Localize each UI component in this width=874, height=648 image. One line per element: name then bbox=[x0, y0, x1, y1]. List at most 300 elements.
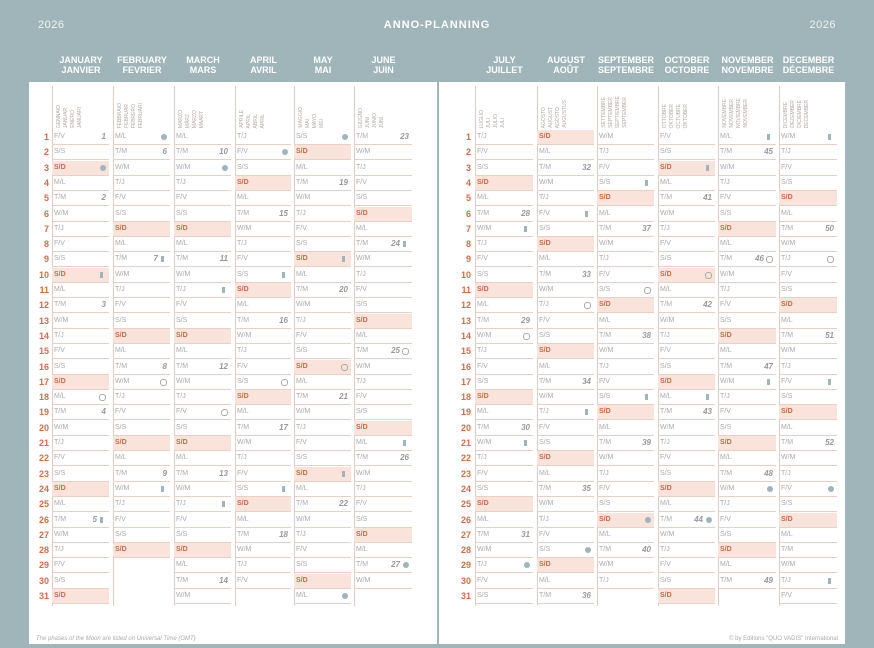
day-cell[interactable] bbox=[475, 390, 533, 405]
day-cell[interactable] bbox=[235, 436, 291, 451]
day-cell[interactable] bbox=[113, 130, 170, 145]
day-cell[interactable] bbox=[113, 191, 170, 206]
day-cell[interactable] bbox=[174, 344, 231, 359]
day-cell[interactable] bbox=[658, 421, 715, 436]
day-cell[interactable] bbox=[354, 329, 412, 344]
day-cell[interactable] bbox=[597, 298, 654, 313]
day-cell[interactable] bbox=[235, 360, 291, 375]
day-cell[interactable] bbox=[294, 360, 351, 375]
day-cell[interactable] bbox=[354, 283, 412, 298]
day-cell[interactable] bbox=[113, 207, 170, 222]
day-cell[interactable] bbox=[235, 283, 291, 298]
day-cell[interactable] bbox=[52, 283, 109, 298]
day-cell[interactable] bbox=[597, 145, 654, 160]
day-cell[interactable] bbox=[475, 268, 533, 283]
day-cell[interactable] bbox=[475, 467, 533, 482]
day-cell[interactable] bbox=[113, 314, 170, 329]
day-cell[interactable] bbox=[718, 421, 776, 436]
day-cell[interactable] bbox=[475, 191, 533, 206]
day-cell[interactable] bbox=[235, 344, 291, 359]
day-cell[interactable] bbox=[235, 390, 291, 405]
day-cell[interactable] bbox=[658, 145, 715, 160]
day-cell[interactable] bbox=[174, 191, 231, 206]
day-cell[interactable] bbox=[354, 543, 412, 558]
day-cell[interactable] bbox=[113, 298, 170, 313]
day-cell[interactable] bbox=[537, 145, 594, 160]
day-cell[interactable] bbox=[235, 497, 291, 512]
day-cell[interactable] bbox=[235, 222, 291, 237]
day-cell[interactable] bbox=[779, 130, 837, 145]
day-cell[interactable] bbox=[718, 314, 776, 329]
day-cell[interactable] bbox=[174, 405, 231, 420]
day-cell[interactable] bbox=[658, 329, 715, 344]
day-cell[interactable] bbox=[658, 314, 715, 329]
day-cell[interactable] bbox=[597, 283, 654, 298]
day-cell[interactable] bbox=[52, 558, 109, 573]
day-cell[interactable] bbox=[658, 558, 715, 573]
day-cell[interactable] bbox=[354, 314, 412, 329]
day-cell[interactable] bbox=[294, 574, 351, 589]
day-cell[interactable] bbox=[174, 513, 231, 528]
day-cell[interactable] bbox=[475, 314, 533, 329]
day-cell[interactable] bbox=[779, 390, 837, 405]
day-cell[interactable] bbox=[354, 191, 412, 206]
day-cell[interactable] bbox=[597, 161, 654, 176]
day-cell[interactable] bbox=[113, 222, 170, 237]
day-cell[interactable] bbox=[779, 145, 837, 160]
day-cell[interactable] bbox=[294, 161, 351, 176]
day-cell[interactable] bbox=[658, 130, 715, 145]
day-cell[interactable] bbox=[174, 467, 231, 482]
day-cell[interactable] bbox=[294, 482, 351, 497]
day-cell[interactable] bbox=[52, 497, 109, 512]
day-cell[interactable] bbox=[113, 405, 170, 420]
day-cell[interactable] bbox=[354, 298, 412, 313]
day-cell[interactable] bbox=[354, 451, 412, 466]
day-cell[interactable] bbox=[475, 405, 533, 420]
day-cell[interactable] bbox=[235, 329, 291, 344]
day-cell[interactable] bbox=[537, 314, 594, 329]
day-cell[interactable] bbox=[779, 375, 837, 390]
day-cell[interactable] bbox=[779, 176, 837, 191]
day-cell[interactable] bbox=[718, 405, 776, 420]
day-cell[interactable] bbox=[52, 436, 109, 451]
day-cell[interactable] bbox=[658, 191, 715, 206]
day-cell[interactable] bbox=[52, 482, 109, 497]
day-cell[interactable] bbox=[235, 161, 291, 176]
day-cell[interactable] bbox=[174, 528, 231, 543]
day-cell[interactable] bbox=[174, 145, 231, 160]
day-cell[interactable] bbox=[718, 298, 776, 313]
day-cell[interactable] bbox=[658, 344, 715, 359]
day-cell[interactable] bbox=[235, 543, 291, 558]
day-cell[interactable] bbox=[779, 421, 837, 436]
day-cell[interactable] bbox=[537, 405, 594, 420]
day-cell[interactable] bbox=[113, 390, 170, 405]
day-cell[interactable] bbox=[113, 482, 170, 497]
day-cell[interactable] bbox=[779, 222, 837, 237]
day-cell[interactable] bbox=[475, 298, 533, 313]
day-cell[interactable] bbox=[113, 237, 170, 252]
day-cell[interactable] bbox=[779, 191, 837, 206]
day-cell[interactable] bbox=[294, 528, 351, 543]
day-cell[interactable] bbox=[779, 237, 837, 252]
day-cell[interactable] bbox=[658, 237, 715, 252]
day-cell[interactable] bbox=[597, 176, 654, 191]
day-cell[interactable] bbox=[52, 421, 109, 436]
day-cell[interactable] bbox=[597, 344, 654, 359]
day-cell[interactable] bbox=[537, 237, 594, 252]
day-cell[interactable] bbox=[174, 497, 231, 512]
day-cell[interactable] bbox=[537, 589, 594, 604]
day-cell[interactable] bbox=[658, 528, 715, 543]
day-cell[interactable] bbox=[475, 528, 533, 543]
day-cell[interactable] bbox=[174, 543, 231, 558]
day-cell[interactable] bbox=[779, 482, 837, 497]
day-cell[interactable] bbox=[354, 558, 412, 573]
day-cell[interactable] bbox=[113, 528, 170, 543]
day-cell[interactable] bbox=[597, 314, 654, 329]
day-cell[interactable] bbox=[475, 482, 533, 497]
day-cell[interactable] bbox=[718, 543, 776, 558]
day-cell[interactable] bbox=[537, 497, 594, 512]
day-cell[interactable] bbox=[294, 329, 351, 344]
day-cell[interactable] bbox=[537, 543, 594, 558]
day-cell[interactable] bbox=[718, 191, 776, 206]
day-cell[interactable] bbox=[235, 207, 291, 222]
day-cell[interactable] bbox=[235, 405, 291, 420]
day-cell[interactable] bbox=[174, 574, 231, 589]
day-cell[interactable] bbox=[52, 237, 109, 252]
day-cell[interactable] bbox=[52, 390, 109, 405]
day-cell[interactable] bbox=[294, 513, 351, 528]
day-cell[interactable] bbox=[475, 207, 533, 222]
day-cell[interactable] bbox=[475, 222, 533, 237]
day-cell[interactable] bbox=[779, 329, 837, 344]
day-cell[interactable] bbox=[52, 252, 109, 267]
day-cell[interactable] bbox=[354, 222, 412, 237]
day-cell[interactable] bbox=[475, 436, 533, 451]
day-cell[interactable] bbox=[779, 436, 837, 451]
day-cell[interactable] bbox=[658, 497, 715, 512]
day-cell[interactable] bbox=[779, 543, 837, 558]
day-cell[interactable] bbox=[235, 574, 291, 589]
day-cell[interactable] bbox=[779, 513, 837, 528]
day-cell[interactable] bbox=[537, 283, 594, 298]
day-cell[interactable] bbox=[52, 314, 109, 329]
day-cell[interactable] bbox=[597, 513, 654, 528]
day-cell[interactable] bbox=[779, 574, 837, 589]
day-cell[interactable] bbox=[235, 314, 291, 329]
day-cell[interactable] bbox=[52, 360, 109, 375]
day-cell[interactable] bbox=[475, 360, 533, 375]
day-cell[interactable] bbox=[597, 130, 654, 145]
day-cell[interactable] bbox=[597, 375, 654, 390]
day-cell[interactable] bbox=[537, 360, 594, 375]
day-cell[interactable] bbox=[294, 497, 351, 512]
day-cell[interactable] bbox=[354, 436, 412, 451]
day-cell[interactable] bbox=[113, 360, 170, 375]
day-cell[interactable] bbox=[779, 161, 837, 176]
day-cell[interactable] bbox=[537, 252, 594, 267]
day-cell[interactable] bbox=[113, 497, 170, 512]
day-cell[interactable] bbox=[597, 237, 654, 252]
day-cell[interactable] bbox=[779, 405, 837, 420]
day-cell[interactable] bbox=[294, 237, 351, 252]
day-cell[interactable] bbox=[235, 145, 291, 160]
day-cell[interactable] bbox=[779, 558, 837, 573]
day-cell[interactable] bbox=[354, 145, 412, 160]
day-cell[interactable] bbox=[537, 482, 594, 497]
day-cell[interactable] bbox=[235, 467, 291, 482]
day-cell[interactable] bbox=[718, 252, 776, 267]
day-cell[interactable] bbox=[779, 314, 837, 329]
day-cell[interactable] bbox=[779, 497, 837, 512]
day-cell[interactable] bbox=[718, 390, 776, 405]
day-cell[interactable] bbox=[294, 268, 351, 283]
day-cell[interactable] bbox=[597, 191, 654, 206]
day-cell[interactable] bbox=[354, 161, 412, 176]
day-cell[interactable] bbox=[658, 543, 715, 558]
day-cell[interactable] bbox=[718, 558, 776, 573]
day-cell[interactable] bbox=[475, 451, 533, 466]
day-cell[interactable] bbox=[475, 574, 533, 589]
day-cell[interactable] bbox=[718, 130, 776, 145]
day-cell[interactable] bbox=[52, 329, 109, 344]
day-cell[interactable] bbox=[174, 252, 231, 267]
day-cell[interactable] bbox=[174, 237, 231, 252]
day-cell[interactable] bbox=[537, 513, 594, 528]
day-cell[interactable] bbox=[174, 589, 231, 604]
day-cell[interactable] bbox=[779, 451, 837, 466]
day-cell[interactable] bbox=[174, 421, 231, 436]
day-cell[interactable] bbox=[658, 574, 715, 589]
day-cell[interactable] bbox=[597, 390, 654, 405]
day-cell[interactable] bbox=[235, 513, 291, 528]
day-cell[interactable] bbox=[475, 237, 533, 252]
day-cell[interactable] bbox=[475, 589, 533, 604]
day-cell[interactable] bbox=[475, 497, 533, 512]
day-cell[interactable] bbox=[294, 314, 351, 329]
day-cell[interactable] bbox=[537, 436, 594, 451]
day-cell[interactable] bbox=[718, 497, 776, 512]
day-cell[interactable] bbox=[475, 513, 533, 528]
day-cell[interactable] bbox=[658, 436, 715, 451]
day-cell[interactable] bbox=[294, 252, 351, 267]
day-cell[interactable] bbox=[475, 283, 533, 298]
day-cell[interactable] bbox=[779, 589, 837, 604]
day-cell[interactable] bbox=[718, 207, 776, 222]
day-cell[interactable] bbox=[354, 130, 412, 145]
day-cell[interactable] bbox=[537, 329, 594, 344]
day-cell[interactable] bbox=[475, 161, 533, 176]
day-cell[interactable] bbox=[235, 375, 291, 390]
day-cell[interactable] bbox=[718, 237, 776, 252]
day-cell[interactable] bbox=[475, 176, 533, 191]
day-cell[interactable] bbox=[658, 482, 715, 497]
day-cell[interactable] bbox=[537, 390, 594, 405]
day-cell[interactable] bbox=[113, 268, 170, 283]
day-cell[interactable] bbox=[235, 421, 291, 436]
day-cell[interactable] bbox=[475, 421, 533, 436]
day-cell[interactable] bbox=[52, 145, 109, 160]
day-cell[interactable] bbox=[658, 298, 715, 313]
day-cell[interactable] bbox=[52, 268, 109, 283]
day-cell[interactable] bbox=[174, 390, 231, 405]
day-cell[interactable] bbox=[597, 421, 654, 436]
day-cell[interactable] bbox=[475, 130, 533, 145]
day-cell[interactable] bbox=[354, 574, 412, 589]
day-cell[interactable] bbox=[174, 558, 231, 573]
day-cell[interactable] bbox=[52, 130, 109, 145]
day-cell[interactable] bbox=[658, 390, 715, 405]
day-cell[interactable] bbox=[113, 467, 170, 482]
day-cell[interactable] bbox=[174, 482, 231, 497]
day-cell[interactable] bbox=[354, 528, 412, 543]
day-cell[interactable] bbox=[718, 482, 776, 497]
day-cell[interactable] bbox=[718, 360, 776, 375]
day-cell[interactable] bbox=[113, 329, 170, 344]
day-cell[interactable] bbox=[52, 344, 109, 359]
day-cell[interactable] bbox=[174, 436, 231, 451]
day-cell[interactable] bbox=[658, 207, 715, 222]
day-cell[interactable] bbox=[354, 467, 412, 482]
day-cell[interactable] bbox=[779, 268, 837, 283]
day-cell[interactable] bbox=[174, 268, 231, 283]
day-cell[interactable] bbox=[475, 252, 533, 267]
day-cell[interactable] bbox=[294, 436, 351, 451]
day-cell[interactable] bbox=[113, 543, 170, 558]
day-cell[interactable] bbox=[718, 145, 776, 160]
day-cell[interactable] bbox=[718, 436, 776, 451]
day-cell[interactable] bbox=[113, 283, 170, 298]
day-cell[interactable] bbox=[52, 543, 109, 558]
day-cell[interactable] bbox=[354, 237, 412, 252]
day-cell[interactable] bbox=[658, 252, 715, 267]
day-cell[interactable] bbox=[718, 161, 776, 176]
day-cell[interactable] bbox=[52, 161, 109, 176]
day-cell[interactable] bbox=[113, 451, 170, 466]
day-cell[interactable] bbox=[597, 360, 654, 375]
day-cell[interactable] bbox=[294, 191, 351, 206]
day-cell[interactable] bbox=[52, 405, 109, 420]
day-cell[interactable] bbox=[597, 207, 654, 222]
day-cell[interactable] bbox=[113, 421, 170, 436]
day-cell[interactable] bbox=[113, 161, 170, 176]
day-cell[interactable] bbox=[537, 176, 594, 191]
day-cell[interactable] bbox=[235, 558, 291, 573]
day-cell[interactable] bbox=[537, 375, 594, 390]
day-cell[interactable] bbox=[294, 405, 351, 420]
day-cell[interactable] bbox=[354, 207, 412, 222]
day-cell[interactable] bbox=[475, 543, 533, 558]
day-cell[interactable] bbox=[718, 268, 776, 283]
day-cell[interactable] bbox=[718, 375, 776, 390]
day-cell[interactable] bbox=[658, 360, 715, 375]
day-cell[interactable] bbox=[113, 344, 170, 359]
day-cell[interactable] bbox=[113, 513, 170, 528]
day-cell[interactable] bbox=[718, 176, 776, 191]
day-cell[interactable] bbox=[597, 329, 654, 344]
day-cell[interactable] bbox=[354, 421, 412, 436]
day-cell[interactable] bbox=[779, 528, 837, 543]
day-cell[interactable] bbox=[779, 207, 837, 222]
day-cell[interactable] bbox=[658, 589, 715, 604]
day-cell[interactable] bbox=[718, 283, 776, 298]
day-cell[interactable] bbox=[537, 191, 594, 206]
day-cell[interactable] bbox=[235, 176, 291, 191]
day-cell[interactable] bbox=[537, 222, 594, 237]
day-cell[interactable] bbox=[174, 298, 231, 313]
day-cell[interactable] bbox=[658, 222, 715, 237]
day-cell[interactable] bbox=[537, 130, 594, 145]
day-cell[interactable] bbox=[718, 329, 776, 344]
day-cell[interactable] bbox=[537, 558, 594, 573]
day-cell[interactable] bbox=[294, 589, 351, 604]
day-cell[interactable] bbox=[235, 130, 291, 145]
day-cell[interactable] bbox=[718, 513, 776, 528]
day-cell[interactable] bbox=[597, 528, 654, 543]
day-cell[interactable] bbox=[174, 451, 231, 466]
day-cell[interactable] bbox=[718, 528, 776, 543]
day-cell[interactable] bbox=[294, 390, 351, 405]
day-cell[interactable] bbox=[354, 497, 412, 512]
day-cell[interactable] bbox=[779, 283, 837, 298]
day-cell[interactable] bbox=[475, 558, 533, 573]
day-cell[interactable] bbox=[174, 207, 231, 222]
day-cell[interactable] bbox=[597, 482, 654, 497]
day-cell[interactable] bbox=[294, 543, 351, 558]
day-cell[interactable] bbox=[235, 482, 291, 497]
day-cell[interactable] bbox=[658, 451, 715, 466]
day-cell[interactable] bbox=[658, 375, 715, 390]
day-cell[interactable] bbox=[294, 451, 351, 466]
day-cell[interactable] bbox=[235, 268, 291, 283]
day-cell[interactable] bbox=[113, 436, 170, 451]
day-cell[interactable] bbox=[294, 421, 351, 436]
day-cell[interactable] bbox=[294, 176, 351, 191]
day-cell[interactable] bbox=[113, 375, 170, 390]
day-cell[interactable] bbox=[235, 191, 291, 206]
day-cell[interactable] bbox=[475, 145, 533, 160]
day-cell[interactable] bbox=[52, 467, 109, 482]
day-cell[interactable] bbox=[235, 252, 291, 267]
day-cell[interactable] bbox=[113, 176, 170, 191]
day-cell[interactable] bbox=[294, 145, 351, 160]
day-cell[interactable] bbox=[235, 237, 291, 252]
day-cell[interactable] bbox=[537, 268, 594, 283]
day-cell[interactable] bbox=[174, 222, 231, 237]
day-cell[interactable] bbox=[537, 421, 594, 436]
day-cell[interactable] bbox=[658, 405, 715, 420]
day-cell[interactable] bbox=[354, 405, 412, 420]
day-cell[interactable] bbox=[597, 543, 654, 558]
day-cell[interactable] bbox=[537, 528, 594, 543]
day-cell[interactable] bbox=[294, 207, 351, 222]
day-cell[interactable] bbox=[113, 252, 170, 267]
day-cell[interactable] bbox=[718, 574, 776, 589]
day-cell[interactable] bbox=[779, 467, 837, 482]
day-cell[interactable] bbox=[537, 161, 594, 176]
day-cell[interactable] bbox=[174, 161, 231, 176]
day-cell[interactable] bbox=[597, 222, 654, 237]
day-cell[interactable] bbox=[658, 467, 715, 482]
day-cell[interactable] bbox=[597, 268, 654, 283]
day-cell[interactable] bbox=[718, 467, 776, 482]
day-cell[interactable] bbox=[537, 344, 594, 359]
day-cell[interactable] bbox=[174, 283, 231, 298]
day-cell[interactable] bbox=[294, 375, 351, 390]
